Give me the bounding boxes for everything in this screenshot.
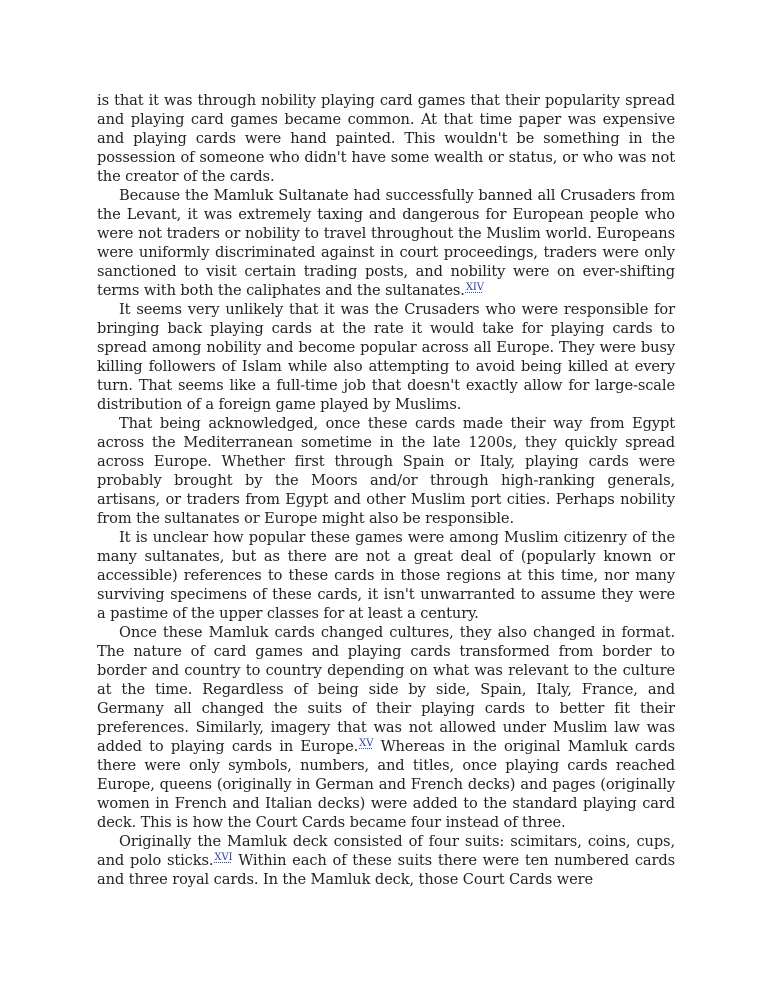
endnote-link-xvi[interactable]: XVI [214,852,233,863]
book-page [97,91,675,889]
paragraph [97,414,675,528]
paragraph-text: It seems very unlikely that it was the Crusaders who were responsible for bringing back playing cards at the rate it would take for playing cards to spread among nobility and become popular across all Europe. They were busy killing followers of Islam while also attempting to avoid being killed at every turn. That seems like a full-time job that doesn't exactly allow for large-scale distribution of a foreign game played by Muslims. [97,301,675,413]
paragraph [97,832,675,889]
paragraph [97,623,675,832]
paragraph-text: Once these Mamluk cards changed cultures, they also changed in format. The nature of card games and playing cards transformed from border to border and country to country depending on what was relevant to the culture at the time. Regardless of being side by side, Spain, Italy, France, and Germany all changed the suits of their playing cards to better fit their preferences. Similarly, imagery that was not allowed under Muslim law was added to playing cards in Europe. [97,624,675,755]
paragraph [97,91,675,186]
paragraph-text: Whereas in the original Mamluk cards there were only symbols, numbers, and titles, once playing cards reached Europe, queens (originally in German and French decks) and pages (originally women in French and Italian decks) were added to the standard playing card deck. This is how the Court Cards became four instead of three. [97,738,676,831]
endnote-link-xiv[interactable]: XIV [465,282,484,293]
paragraph-text: Originally the Mamluk deck consisted of four suits: scimitars, coins, cups, and polo sticks. [97,833,675,869]
paragraph-text: That being acknowledged, once these cards made their way from Egypt across the Mediterranean sometime in the late 1200s, they quickly spread across Europe. Whether first through Spain or Italy, playing cards were probably brought by the Moors and/or through high-ranking generals, artisans, or traders from Egypt and other Muslim port cities. Perhaps nobility from the sultanates or Europe might also be responsible. [97,415,675,527]
paragraph-text: Within each of these suits there were ten numbered cards and three royal cards. In the Mamluk deck, those Court Cards were [97,852,675,888]
paragraph [97,528,675,623]
paragraph [97,300,675,414]
paragraph-text: It is unclear how popular these games were among Muslim citizenry of the many sultanates, but as there are not a great deal of (popularly known or accessible) references to these cards in those regions at this time, nor many surviving specimens of these cards, it isn't unwarranted to assume they were a pastime of the upper classes for at least a century. [97,529,675,622]
endnote-link-xv[interactable]: XV [359,738,374,749]
paragraph [97,186,675,300]
paragraph-text: is that it was through nobility playing card games that their popularity spread and playing card games became common. At that time paper was expensive and playing cards were hand painted. This wouldn't be something in the possession of someone who didn't have some wealth or status, or who was not the creator of the cards. [97,92,675,185]
paragraph-text: Because the Mamluk Sultanate had successfully banned all Crusaders from the Levant, it was extremely taxing and dangerous for European people who were not traders or nobility to travel throughout the Muslim world. Europeans were uniformly discriminated against in court proceedings, traders were only sanctioned to visit certain trading posts, and nobility were on ever-shifting terms with both the caliphates and the sultanates. [97,187,675,299]
